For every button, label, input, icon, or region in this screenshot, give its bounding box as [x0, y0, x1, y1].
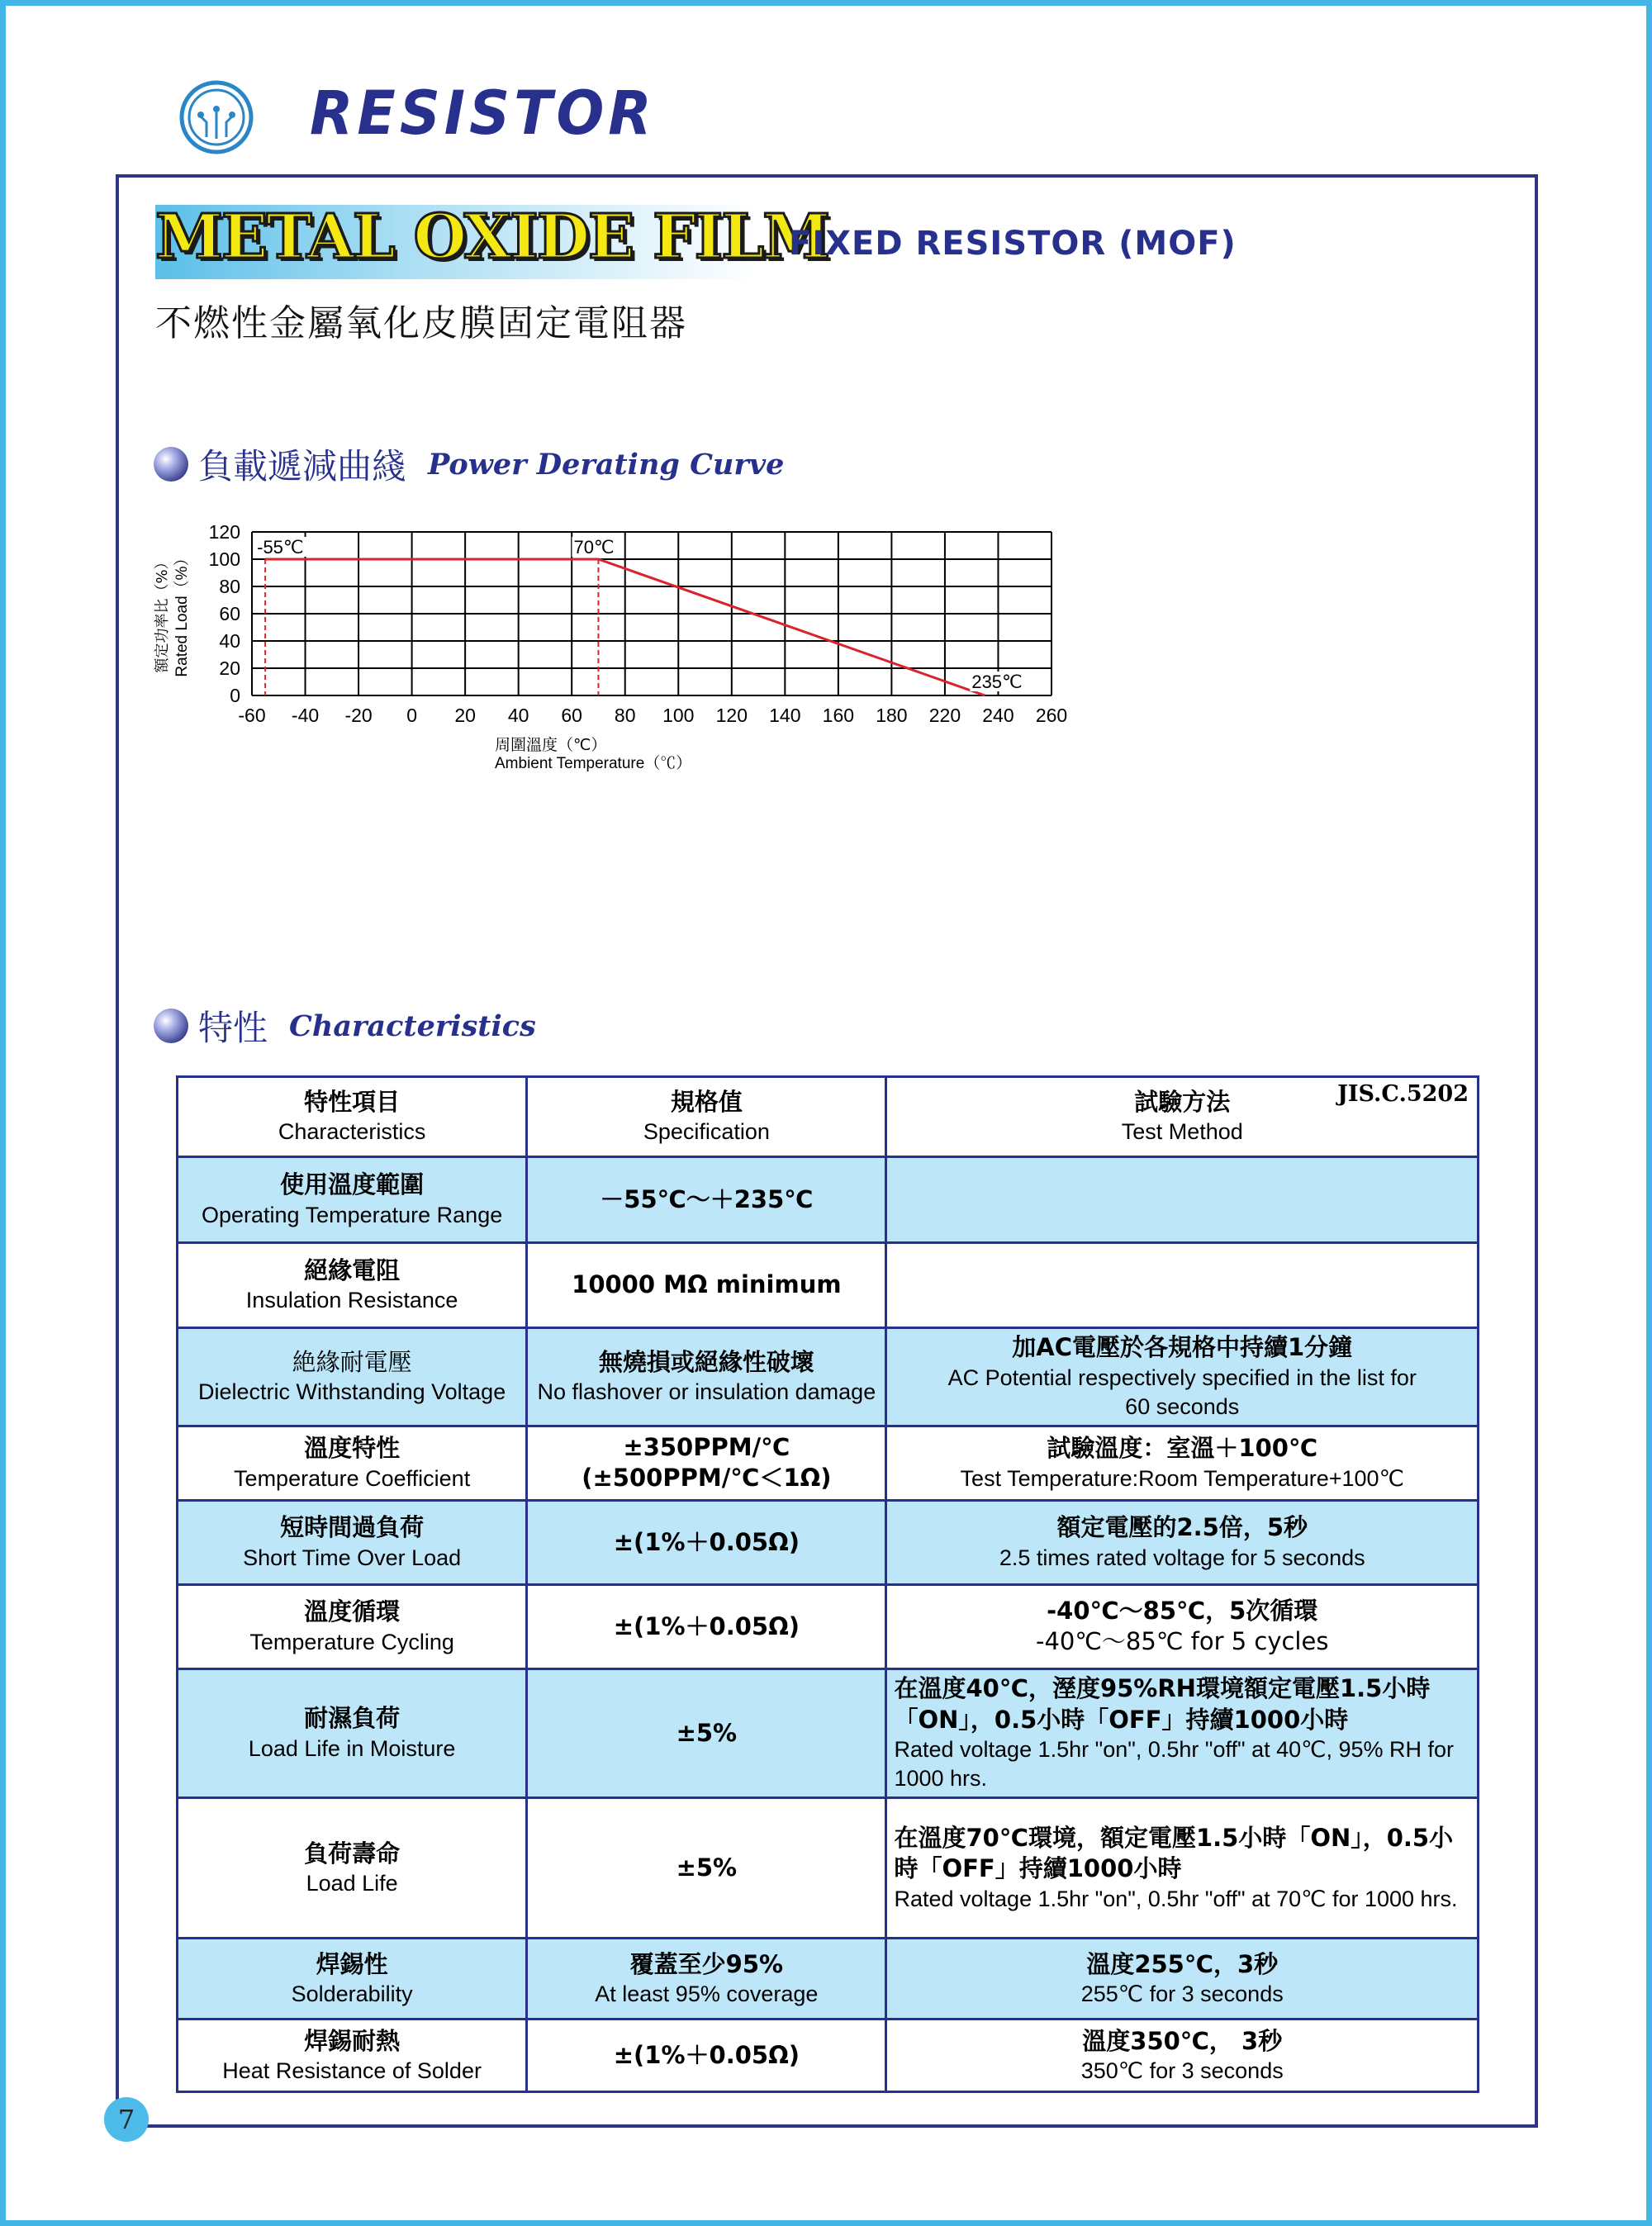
- x-tick-label: 160: [822, 705, 855, 726]
- power-derating-chart: [140, 512, 1090, 776]
- x-tick-label: 80: [614, 705, 636, 726]
- x-tick-label: 40: [507, 705, 529, 726]
- x-tick-label: 220: [928, 705, 961, 726]
- brand-title: RESISTOR: [310, 78, 656, 150]
- y-tick-label: 0: [230, 685, 240, 706]
- y-tick-label: 80: [219, 576, 240, 597]
- derating-heading-cn: 負載遞減曲綫: [198, 446, 407, 486]
- bullet-icon: [154, 447, 188, 482]
- annotation-label: 235℃: [971, 672, 1023, 692]
- table-row: 溫度循環 Temperature Cycling ±(1%＋0.05Ω) -40℃～85℃，5次循環 -40℃～85℃ for 5 cycles: [178, 1584, 1479, 1668]
- header-cell-specification: 規格值 Specification: [527, 1077, 886, 1157]
- x-tick-label: -40: [291, 705, 320, 726]
- characteristics-table: [176, 1075, 1479, 2093]
- y-tick-label: 60: [219, 603, 240, 624]
- x-tick-label: 0: [406, 705, 417, 726]
- y-axis-label-cn: 額定功率比（%）: [154, 554, 171, 673]
- x-tick-label: -60: [238, 705, 266, 726]
- header-cell-characteristics: 特性項目 Characteristics: [178, 1077, 527, 1157]
- product-title: METAL OXIDE FILM: [155, 202, 829, 273]
- table-header-row: [178, 1077, 1479, 1157]
- table-row: 使用溫度範圍 Operating Temperature Range －55℃～＋235℃: [178, 1157, 1479, 1243]
- x-axis-label-en: Ambient Temperature（℃）: [495, 755, 692, 772]
- x-tick-label: 240: [982, 705, 1014, 726]
- x-tick-label: 20: [454, 705, 476, 726]
- x-tick-label: -20: [344, 705, 373, 726]
- product-title-chinese: 不燃性金屬氧化皮膜固定電阻器: [155, 302, 687, 344]
- table-row: 絶緣耐電壓 Dielectric Withstanding Voltage 無燒損或絕緣性破壞 No flashover or insulation damage 加AC電壓於各規格中持續1分鐘 AC Potential respectively specified in the list for 60 seconds: [178, 1328, 1479, 1426]
- y-tick-label: 100: [208, 548, 240, 570]
- y-tick-label: 40: [219, 630, 240, 652]
- x-tick-label: 60: [561, 705, 582, 726]
- annotation-label: 70℃: [573, 537, 615, 558]
- characteristics-heading: [154, 1001, 536, 1051]
- y-tick-label: 120: [208, 521, 240, 543]
- x-axis-label-cn: 周圍溫度（℃）: [495, 736, 607, 754]
- table-row: 耐濕負荷 Load Life in Moisture ±5% 在溫度40℃，溼度95%RH環境額定電壓1.5小時「ON」，0.5小時「OFF」持續1000小時 Rated voltage 1.5hr "on", 0.5hr "off" at 40℃, 95% RH for 1000 hrs.: [178, 1668, 1479, 1798]
- x-tick-label: 180: [876, 705, 908, 726]
- derating-heading: [154, 439, 784, 489]
- table-row: 焊錫耐熱 Heat Resistance of Solder ±(1%＋0.05Ω) 溫度350℃， 3秒 350℃ for 3 seconds: [178, 2020, 1479, 2092]
- bullet-icon: [154, 1009, 188, 1043]
- characteristics-heading-en: Characteristics: [289, 1009, 536, 1043]
- table-row: 短時間過負荷 Short Time Over Load ±(1%＋0.05Ω) 額定電壓的2.5倍，5秒 2.5 times rated voltage for 5 seconds: [178, 1500, 1479, 1584]
- annotation-label: -55℃: [257, 537, 304, 558]
- page-number: 7: [104, 2097, 149, 2142]
- x-tick-label: 260: [1035, 705, 1068, 726]
- table-row: 負荷壽命 Load Life ±5% 在溫度70℃環境，額定電壓1.5小時「ON」，0.5小時「OFF」持續1000小時 Rated voltage 1.5hr "on", 0.5hr "off" at 70℃ for 1000 hrs.: [178, 1798, 1479, 1939]
- header-cell-test-method: JIS.C.5202 試驗方法 Test Method: [886, 1077, 1479, 1157]
- y-axis-label-en: Rated Load（%）: [173, 550, 191, 677]
- circuit-logo-icon: [178, 79, 254, 155]
- x-tick-label: 140: [769, 705, 801, 726]
- x-tick-label: 120: [715, 705, 748, 726]
- x-tick-label: 100: [662, 705, 695, 726]
- standard-label: JIS.C.5202: [1337, 1081, 1469, 1107]
- product-subtitle: FIXED RESISTOR (MOF): [789, 225, 1237, 263]
- characteristics-heading-cn: 特性: [198, 1008, 268, 1048]
- table-row: 絕緣電阻 Insulation Resistance 10000 MΩ minimum: [178, 1243, 1479, 1328]
- y-tick-label: 20: [219, 657, 240, 679]
- table-row: 焊錫性 Solderability 覆蓋至少95% At least 95% coverage 溫度255℃，3秒 255℃ for 3 seconds: [178, 1939, 1479, 2020]
- table-row: 溫度特性 Temperature Coefficient ±350PPM/℃ (±500PPM/℃＜1Ω) 試驗溫度：室溫＋100℃ Test Temperature:Room Temperature+100℃: [178, 1426, 1479, 1500]
- derating-heading-en: Power Derating Curve: [428, 447, 785, 482]
